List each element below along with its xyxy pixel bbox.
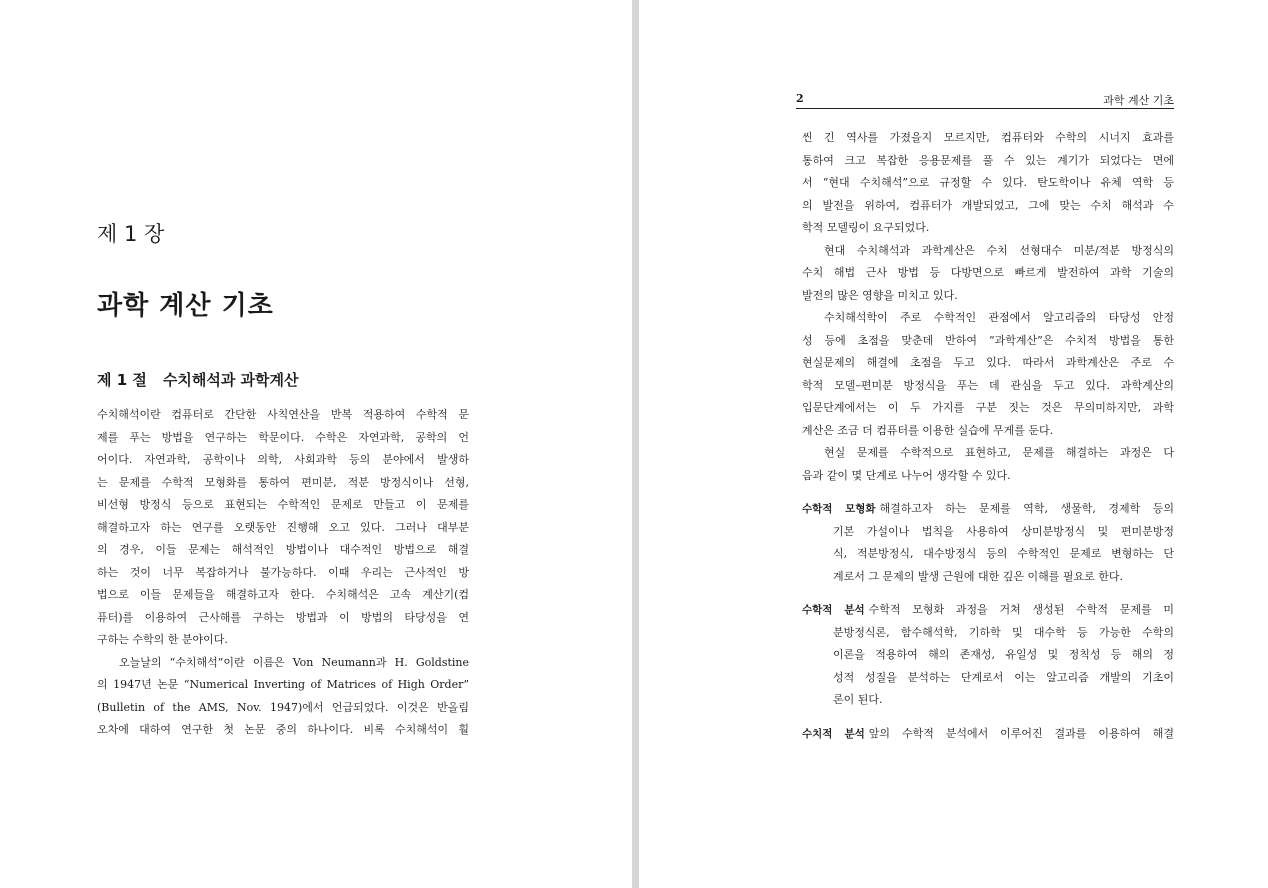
definition-modeling <box>802 498 1174 588</box>
text-line: 수치해석학이 주로 수학적인 관점에서 알고리즘의 타당성 안정 <box>824 311 1174 324</box>
text-line: 입문단계에서는 이 두 가지를 구분 짓는 것은 무의미하지만, 과학 <box>802 401 1174 414</box>
text-line: 의 경우, 이들 문제는 해석적인 방법이나 대수적인 방법으로 해결 <box>97 543 469 556</box>
chapter-title: 과학 계산 기초 <box>97 291 274 321</box>
body-text <box>802 127 1174 745</box>
section-number: 제 1 절 <box>97 371 147 389</box>
text-line: 학적 모델–편미분 방정식을 푸는 데 관심을 두고 있다. 과학계산의 <box>802 378 1174 392</box>
section-heading <box>97 369 299 390</box>
text-line: 현실 문제를 수학적으로 표현하고, 문제를 해결하는 과정은 다 <box>824 446 1174 459</box>
definition-numerical <box>802 723 1174 746</box>
text-line: 성 등에 초점을 맞춘데 반하여 “과학계산”은 수치적 방법을 통한 <box>802 333 1174 347</box>
text-line: 이론을 적용하여 해의 존재성, 유일성 및 정칙성 등 해의 정 <box>833 648 1174 661</box>
text-line: 수학적 모형화 해결하고자 하는 문제를 역학, 생물학, 경제학 등의 <box>802 502 1174 515</box>
definition-term: 수학적 모형화 <box>802 503 876 515</box>
text-line: 해결하고자 하는 연구를 오랫동안 진행해 오고 있다. 그러나 대부분 <box>97 520 469 534</box>
page-number: 2 <box>796 92 804 105</box>
text-line: 수학적 분석 수학적 모형화 과정을 거쳐 생성된 수학적 문제를 미 <box>802 603 1174 616</box>
text-line: 론이 된다. <box>833 693 883 706</box>
text-line: 구하는 수학의 한 분야이다. <box>97 633 228 646</box>
text-line: 의 1947년 논문 “Numerical Inverting of Matrices of High Order” <box>97 678 469 691</box>
text-line: 계산은 조금 더 컴퓨터를 이용한 실습에 무게를 둔다. <box>802 423 1054 437</box>
definition-analysis <box>802 599 1174 712</box>
text-line: 오차에 대하여 연구한 첫 논문 중의 하나이다. 비록 수치해석이 훨 <box>97 723 469 736</box>
text-line: 의 발전을 위하여, 컴퓨터가 개발되었고, 그에 맞는 수치 해석과 수 <box>802 198 1174 212</box>
text-line: 씬 긴 역사를 가졌을지 모르지만, 컴퓨터와 수학의 시너지 효과를 <box>802 131 1174 144</box>
chapter-label: 제 1 장 <box>97 222 165 246</box>
page-right <box>639 0 1268 888</box>
text-line: 제를 푸는 방법을 연구하는 학문이다. 수학은 자연과학, 공학의 언 <box>97 430 469 444</box>
text-line: 수치 해법 근사 방법 등 다방면으로 빠르게 발전하여 과학 기술의 <box>802 266 1174 279</box>
body-text <box>97 404 469 742</box>
definition-term: 수학적 분석 <box>802 604 865 616</box>
text-line: 음과 같이 몇 단계로 나누어 생각할 수 있다. <box>802 468 1011 482</box>
running-header <box>796 92 1174 109</box>
definition-term: 수치적 분석 <box>802 727 865 740</box>
text-line: 수치해석이란 컴퓨터로 간단한 사칙연산을 반복 적용하여 수학적 문 <box>97 408 469 421</box>
text-line: 현대 수치해석과 과학계산은 수치 선형대수 미분/적분 방정식의 <box>824 243 1174 257</box>
text-line: 비선형 방정식 등으로 표현되는 수학적인 문제로 만들고 이 문제를 <box>97 498 469 511</box>
text-line: 퓨터)를 이용하여 근사해를 구하는 방법과 이 방법의 타당성을 연 <box>97 610 469 624</box>
text-line: 오늘날의 “수치해석”이란 이름은 Von Neumann과 H. Goldstine <box>119 655 469 669</box>
text-line: 성적 성질을 분석하는 단계로서 이는 알고리즘 개발의 기초이 <box>833 670 1174 684</box>
text-line: 학적 모델링이 요구되었다. <box>802 221 930 234</box>
section-title: 수치해석과 과학계산 <box>162 371 299 389</box>
text-line: 법으로 이들 문제들을 해결하고자 한다. 수치해석은 고속 계산기(컴 <box>97 588 469 601</box>
text-line: 현실문제의 해결에 초점을 두고 있다. 따라서 과학계산은 주로 수 <box>802 356 1174 369</box>
text-line: 는 문제를 수학적 모형화를 통하여 편미분, 적분 방정식이나 선형, <box>97 475 469 489</box>
text-line: 어이다. 자연과학, 공학이나 의학, 사회과학 등의 분야에서 발생하 <box>97 453 469 466</box>
running-title: 과학 계산 기초 <box>1103 94 1174 107</box>
text-line: 수치적 분석 앞의 수학적 분석에서 이루어진 결과를 이용하여 해결 <box>802 726 1174 740</box>
text-line: 서 “현대 수치해석”으로 규정할 수 있다. 탄도학이나 유체 역학 등 <box>802 176 1174 189</box>
text-line: 식, 적분방정식, 대수방정식 등의 수학적인 문제로 변형하는 단 <box>833 547 1174 560</box>
text-line: 계로서 그 문제의 발생 근원에 대한 깊은 이해를 필요로 한다. <box>833 569 1123 583</box>
text-line: 기본 가설이나 법칙을 사용하여 상미분방정식 및 편미분방정 <box>833 524 1174 538</box>
text-line: 통하여 크고 복잡한 응용문제를 풀 수 있는 계기가 되었다는 면에 <box>802 153 1174 167</box>
page-left <box>0 0 632 888</box>
text-line: 발전의 많은 영향을 미치고 있다. <box>802 288 958 302</box>
text-line: 하는 것이 너무 복잡하거나 불가능하다. 이때 우리는 근사적인 방 <box>97 565 469 579</box>
text-line: 분방정식론, 함수해석학, 기하학 및 대수학 등 가능한 수학의 <box>833 625 1174 639</box>
page-gutter <box>632 0 639 888</box>
text-line: (Bulletin of the AMS, Nov. 1947)에서 언급되었다. 이것은 반올림 <box>97 700 469 714</box>
